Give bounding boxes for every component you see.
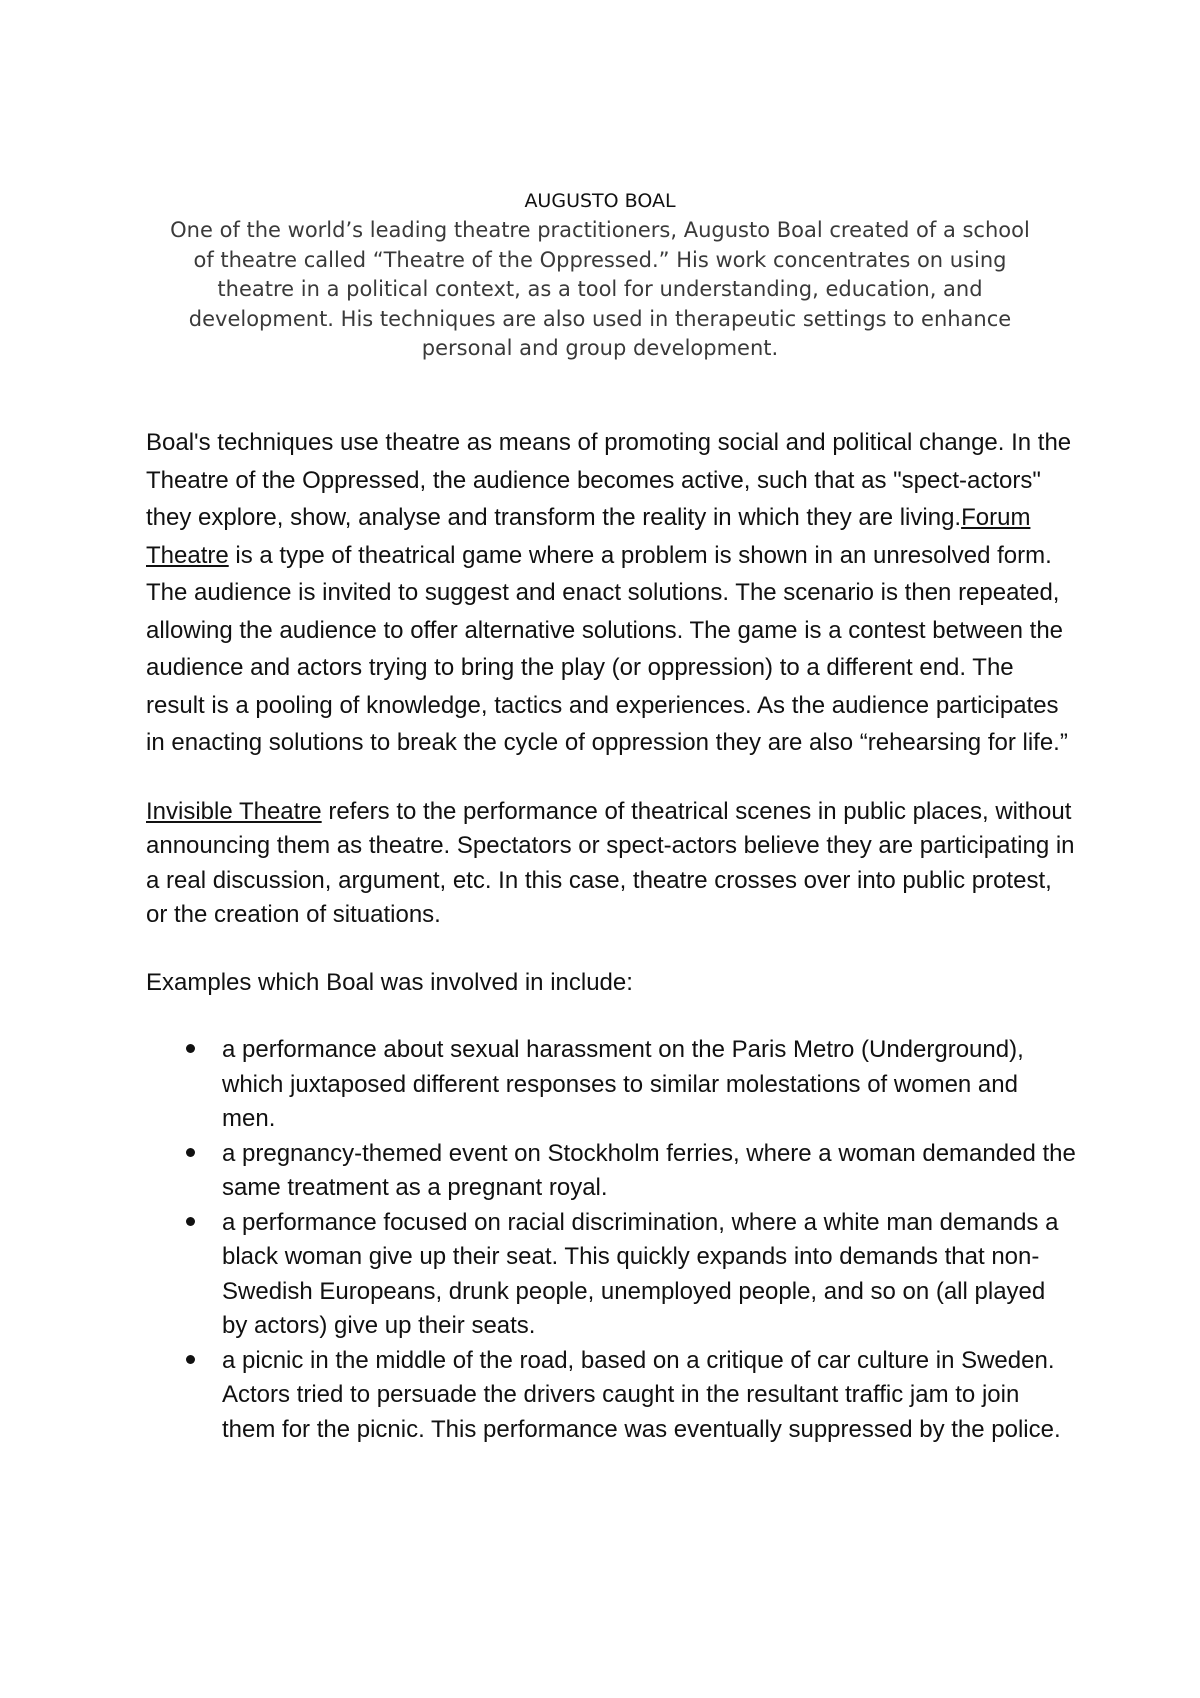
list-item-text: a performance about sexual harassment on the Paris Metro (Underground), which juxtaposed different responses to similar molestations of women and men.: [222, 1036, 1024, 1132]
list-item-text: a pregnancy-themed event on Stockholm ferries, where a woman demanded the same treatment as a pregnant royal.: [222, 1139, 1076, 1201]
list-item-text: a performance focused on racial discrimination, where a white man demands a black woman give up their seat. This quickly expands into demands that non-Swedish Europeans, drunk people, unemployed people, and so on (all played by actors) give up their seats.: [222, 1208, 1059, 1339]
paragraph-text: Boal's techniques use theatre as means of promoting social and political change. In the Theatre of the Oppressed, the audience becomes active, such that as "spect-actors" they explore, show, analyse and transform the reality in which they are living.: [146, 429, 1072, 531]
paragraph-text: refers to the performance of theatrical scenes in public places, without announcing them as theatre. Spectators or spect-actors believe they are participating in a real discussion, argument, etc. In this case, theatre crosses over into public protest, or the creation of situations.: [146, 797, 1075, 928]
bullet-icon: [186, 1044, 195, 1053]
list-item: [146, 1033, 1076, 1137]
forum-theatre-paragraph: [146, 424, 1076, 762]
list-item: [146, 1137, 1076, 1206]
intro-paragraph: [140, 216, 1060, 364]
intro-line: development. His techniques are also used in therapeutic settings to enhance: [188, 306, 1012, 331]
forum-theatre-term: Forum Theatre: [146, 504, 1031, 569]
bullet-icon: [186, 1355, 195, 1364]
bullet-icon: [186, 1148, 195, 1157]
document-title: AUGUSTO BOAL: [524, 190, 676, 212]
document-body: [146, 424, 1076, 1447]
invisible-theatre-term: Invisible Theatre: [146, 797, 322, 825]
bullet-icon: [186, 1217, 195, 1226]
invisible-theatre-paragraph: [146, 795, 1076, 933]
intro-line: personal and group development.: [421, 336, 779, 360]
intro-line: theatre in a political context, as a tool for understanding, education, and: [217, 277, 983, 301]
examples-list: [146, 1033, 1076, 1447]
list-item: [146, 1206, 1076, 1344]
paragraph-text: is a type of theatrical game where a problem is shown in an unresolved form. The audience is invited to suggest and enact solutions. The scenario is then repeated, allowing the audience to offer alternative solutions. The game is a contest between the audience and actors trying to bring the play (or oppression) to a different end. The result is a pooling of knowledge, tactics and experiences. As the audience participates in enacting solutions to break the cycle of oppression they are also “rehearsing for life.”: [146, 541, 1068, 756]
intro-line: One of the world’s leading theatre practitioners, Augusto Boal created of a school: [170, 218, 1030, 242]
intro-line: of theatre called “Theatre of the Oppressed.” His work concentrates on using: [193, 247, 1007, 272]
list-item-text: a picnic in the middle of the road, based on a critique of car culture in Sweden. Actors tried to persuade the drivers caught in the resultant traffic jam to join them for the picnic. This performance was eventually suppressed by the police.: [222, 1346, 1061, 1443]
examples-intro: Examples which Boal was involved in include:: [146, 968, 633, 996]
intro-section: [140, 186, 1060, 364]
list-item: [146, 1344, 1076, 1448]
